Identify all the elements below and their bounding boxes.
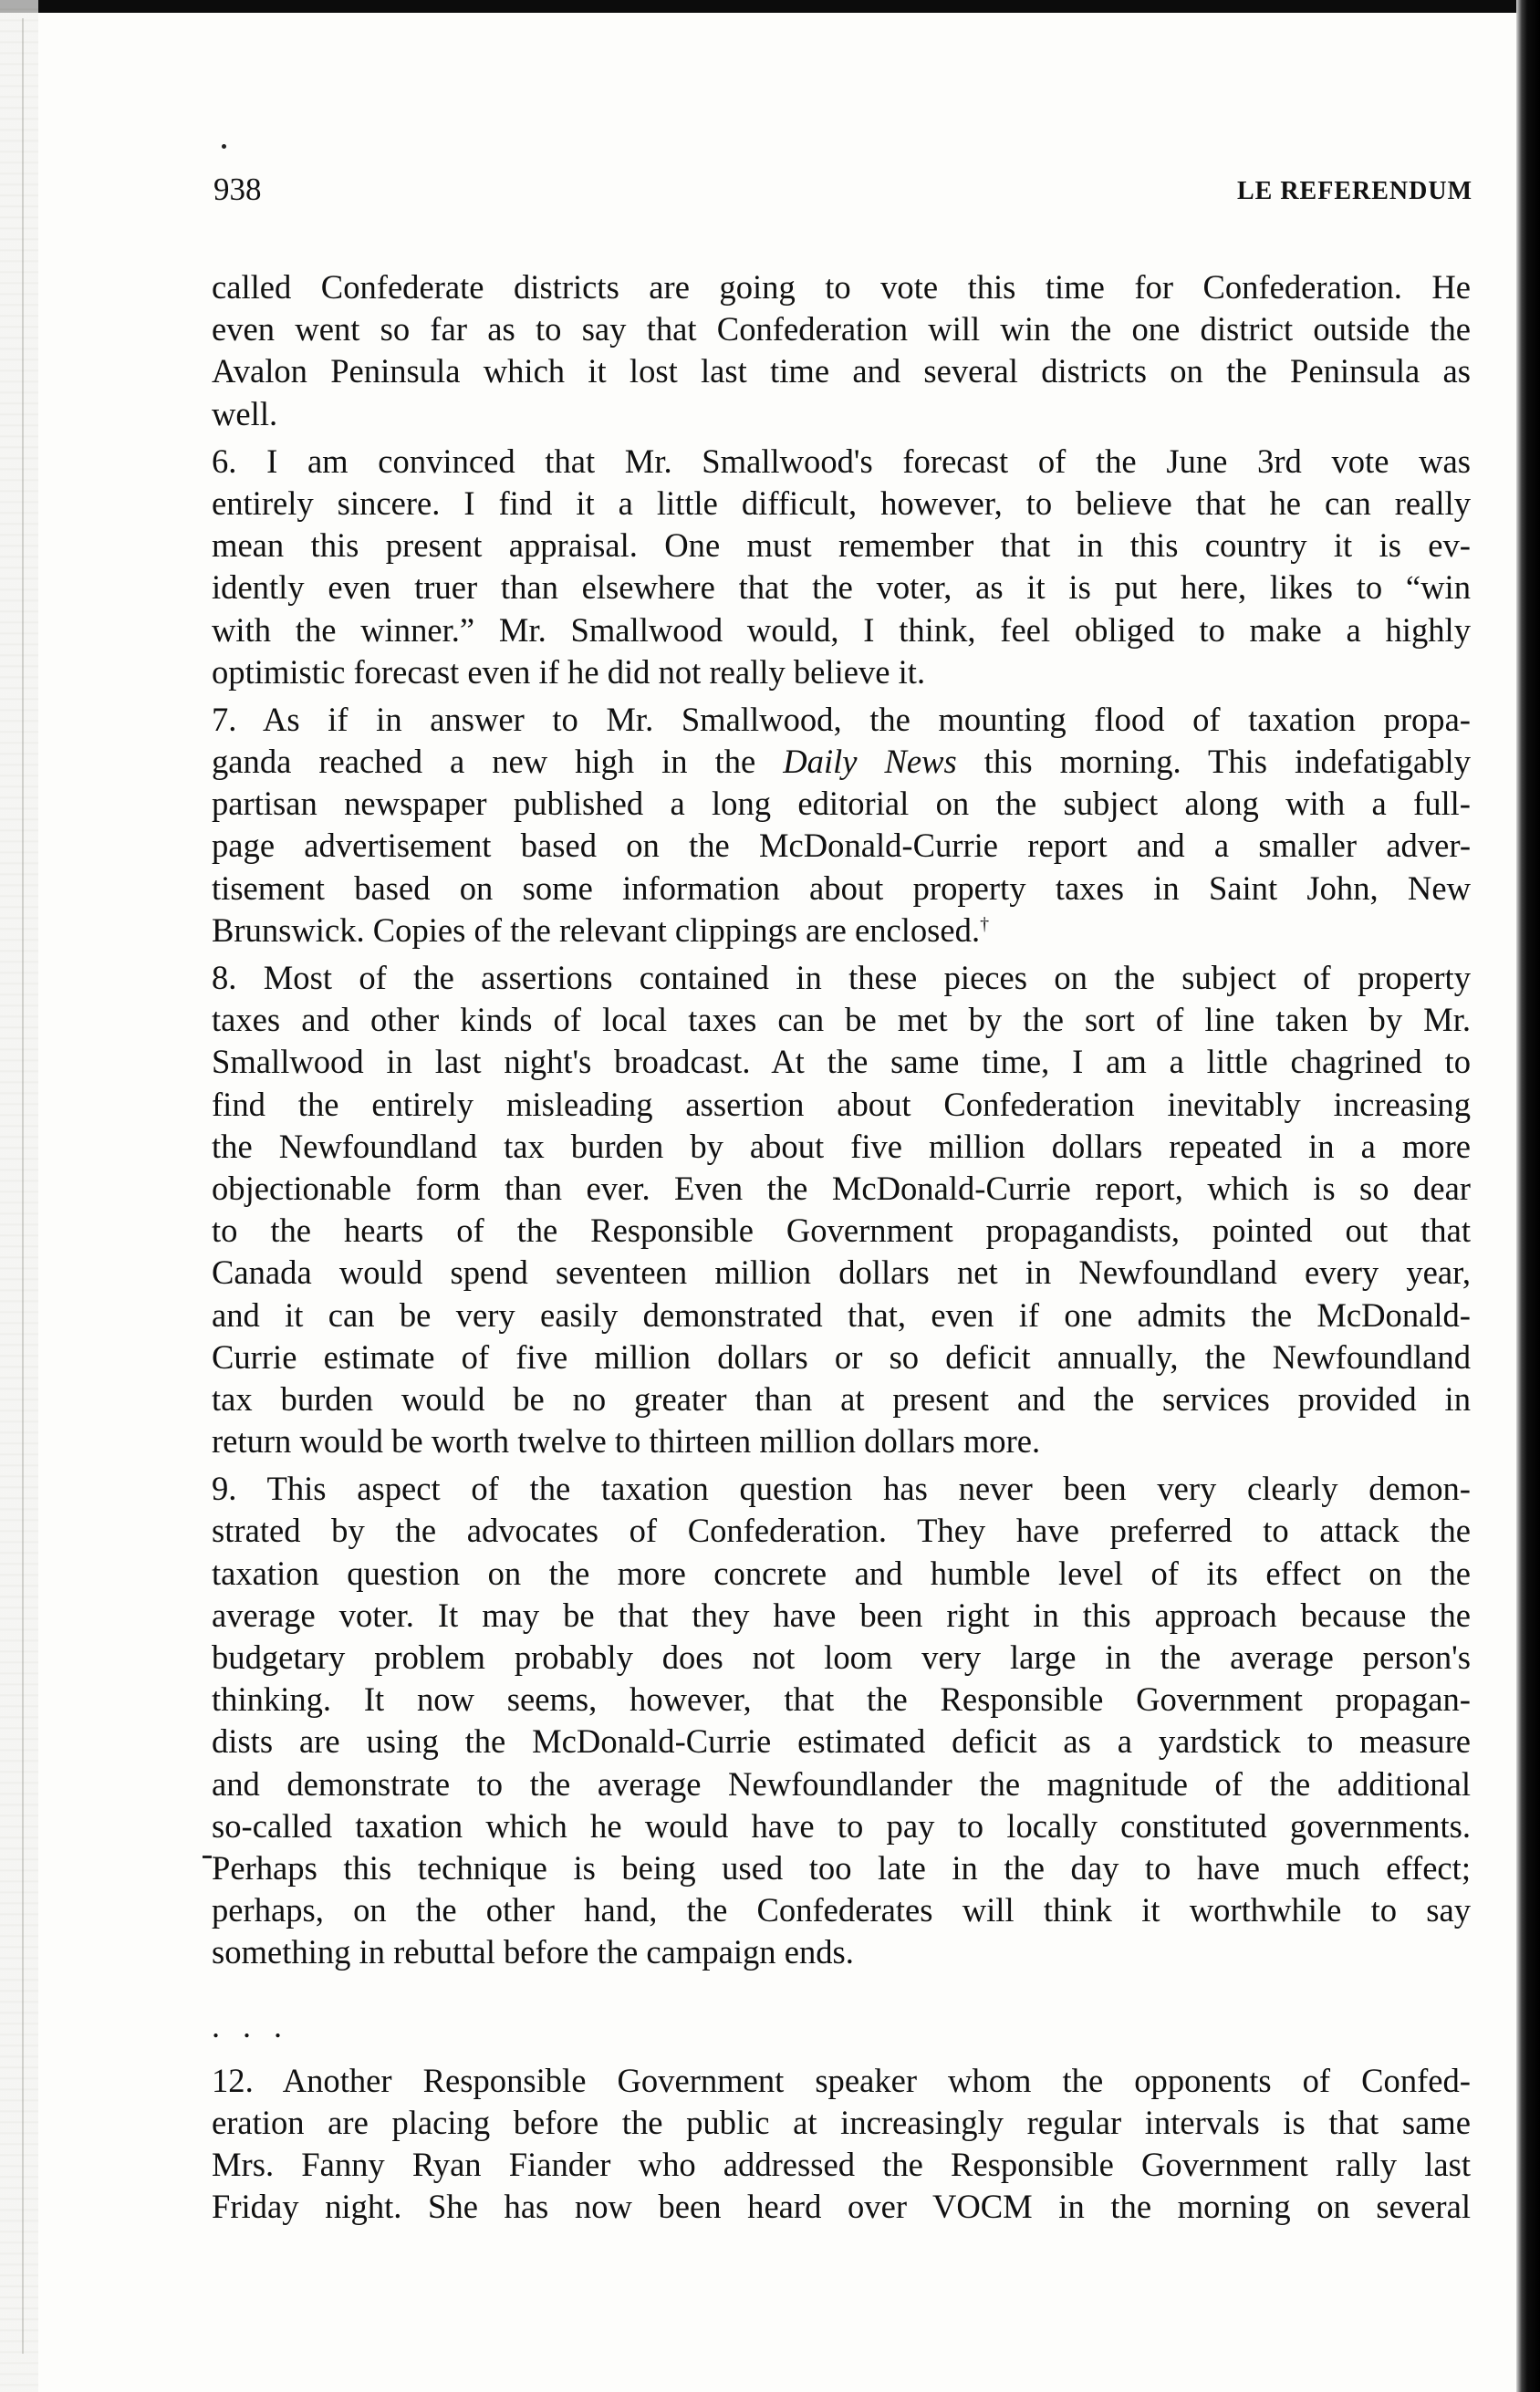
text-line: Mrs. Fanny Ryan Fiander who addressed the Responsible Government rally last <box>212 2146 1471 2184</box>
paragraph-12 <box>212 2060 1471 2229</box>
text-line: taxation question on the more concrete and humble level of its effect on the <box>212 1554 1471 1592</box>
text-line: average voter. It may be that they have been right in this approach because the <box>212 1596 1471 1634</box>
text-line: thinking. It now seems, however, that the Responsible Government propagan- <box>212 1680 1471 1719</box>
text-line: optimistic forecast even if he did not really believe it. <box>212 652 926 691</box>
text-line: Friday night. She has now been heard over VOCM in the morning on several <box>212 2188 1471 2226</box>
text-line: called Confederate districts are going to vote this time for Confederation. He <box>212 268 1471 306</box>
text-line: return would be worth twelve to thirteen million dollars more. <box>212 1422 1041 1461</box>
text-line: the Newfoundland tax burden by about five million dollars repeated in a more <box>212 1127 1471 1165</box>
scan-left-gutter <box>0 0 38 2392</box>
text-line: Canada would spend seventeen million dollars net in Newfoundland every year, <box>212 1253 1471 1292</box>
text-fragment: this morning. This indefatigably <box>956 743 1471 781</box>
text-line: entirely sincere. I find it a little difficult, however, to believe that he can really <box>212 484 1471 522</box>
text-line: 6. I am convinced that Mr. Smallwood's forecast of the June 3rd vote was <box>212 442 1471 480</box>
text-line: taxes and other kinds of local taxes can be met by the sort of line taken by Mr. <box>212 1001 1471 1039</box>
running-head <box>213 172 1472 217</box>
text-line: with the winner.” Mr. Smallwood would, I think, feel obliged to make a highly <box>212 610 1471 649</box>
newspaper-title: Daily News <box>783 743 957 781</box>
margin-mark <box>203 1856 212 1858</box>
body-text <box>212 266 1471 2228</box>
paragraph-7 <box>212 699 1471 952</box>
text-line: Avalon Peninsula which it lost last time and several districts on the Peninsula as <box>212 352 1471 390</box>
text-line: eration are placing before the public at increasingly regular intervals is that same <box>212 2103 1471 2141</box>
paragraph-9 <box>212 1468 1471 1973</box>
text-line: something in rebuttal before the campaign ends. <box>212 1933 854 1971</box>
text-line: perhaps, on the other hand, the Confederates will think it worthwhile to say <box>212 1891 1471 1929</box>
text-line: Smallwood in last night's broadcast. At the same time, I am a little chagrined to <box>212 1043 1471 1081</box>
scan-speck <box>222 144 226 149</box>
text-line: mean this present appraisal. One must remember that in this country it is ev- <box>212 526 1471 565</box>
text-line: partisan newspaper published a long editorial on the subject along with a full- <box>212 785 1471 823</box>
text-line: budgetary problem probably does not loom very large in the average person's <box>212 1638 1471 1676</box>
text-line: to the hearts of the Responsible Government propagandists, pointed out that <box>212 1212 1471 1250</box>
scan-binding-line <box>22 18 24 2354</box>
scan-top-edge <box>0 0 1540 13</box>
text-line: objectionable form than ever. Even the McDonald-Currie report, which is so dear <box>212 1169 1471 1207</box>
text-fragment: Brunswick. Copies of the relevant clippings are enclosed. <box>212 910 981 949</box>
text-line: dists are using the McDonald-Currie estimated deficit as a yardstick to measure <box>212 1722 1471 1761</box>
text-line: Perhaps this technique is being used too late in the day to have much effect; <box>212 1848 1471 1887</box>
footnote-mark: † <box>980 913 990 934</box>
text-line: idently even truer than elsewhere that the voter, as it is put here, likes to “win <box>212 568 1471 607</box>
text-line: well. <box>212 394 278 432</box>
text-line: 12. Another Responsible Government speaker whom the opponents of Confed- <box>212 2061 1471 2099</box>
text-line: Currie estimate of five million dollars or so deficit annually, the Newfoundland <box>212 1337 1471 1376</box>
text-line: tisement based on some information about property taxes in Saint John, New <box>212 868 1471 907</box>
omission-ellipsis: . . . <box>212 2007 289 2044</box>
paragraph-continuation <box>212 266 1471 435</box>
text-line: 7. As if in answer to Mr. Smallwood, the mounting flood of taxation propa- <box>212 700 1471 738</box>
text-line: even went so far as to say that Confederation will win the one district outside the <box>212 310 1471 348</box>
text-line: and demonstrate to the average Newfoundlander the magnitude of the additional <box>212 1764 1471 1803</box>
text-line-with-footnote <box>212 910 1471 952</box>
text-line: 8. Most of the assertions contained in these pieces on the subject of property <box>212 959 1471 996</box>
text-line: so-called taxation which he would have to pay to locally constituted governments. <box>212 1806 1471 1845</box>
section-title: LE REFERENDUM <box>1236 177 1472 205</box>
scan-right-edge <box>1516 0 1540 2392</box>
page-number: 938 <box>213 172 262 207</box>
text-line-with-title <box>212 741 1471 783</box>
text-line: 9. This aspect of the taxation question has never been very clearly demon- <box>212 1470 1471 1508</box>
text-line: find the entirely misleading assertion about Confederation inevitably increasing <box>212 1085 1471 1123</box>
paragraph-8 <box>212 957 1471 1462</box>
text-line: page advertisement based on the McDonald-Currie report and a smaller adver- <box>212 827 1471 865</box>
text-line: tax burden would be no greater than at present and the services provided in <box>212 1379 1471 1418</box>
text-line: strated by the advocates of Confederation. They have preferred to attack the <box>212 1512 1471 1550</box>
text-line: and it can be very easily demonstrated that, even if one admits the McDonald- <box>212 1295 1471 1334</box>
paragraph-6 <box>212 441 1471 693</box>
text-fragment: ganda reached a new high in the <box>212 743 756 781</box>
